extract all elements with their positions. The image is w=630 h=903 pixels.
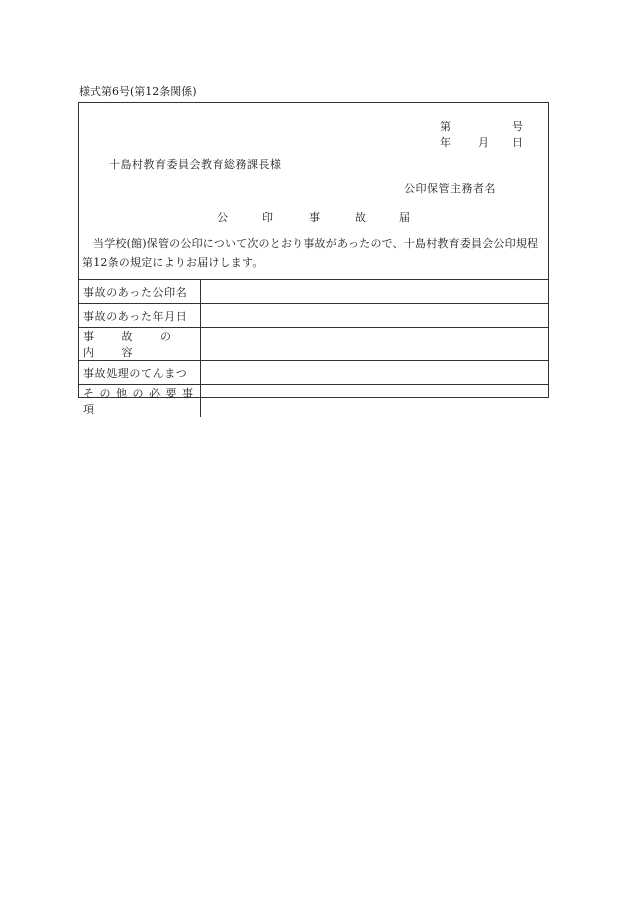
row-label-seal-name: 事故のあった公印名 <box>79 280 200 304</box>
number-suffix: 号 <box>512 120 523 133</box>
addressee: 十島村教育委員会教育総務課長様 <box>109 158 282 171</box>
table-row <box>79 328 548 361</box>
accident-report-form <box>78 102 549 416</box>
row-label-accident-details: 事 故 の 内 容 <box>79 328 200 361</box>
row-value-handling[interactable] <box>200 361 548 385</box>
number-prefix: 第 <box>440 120 451 133</box>
details-table <box>79 279 548 417</box>
form-number-label: 様式第6号(第12条関係) <box>79 85 197 98</box>
table-row <box>79 304 548 328</box>
date-year-label: 年 <box>440 136 451 149</box>
date-day-label: 日 <box>512 136 523 149</box>
table-row <box>79 385 548 418</box>
title-char: 印 <box>262 211 273 224</box>
table-row <box>79 280 548 304</box>
title-char: 届 <box>399 211 410 224</box>
table-row <box>79 361 548 385</box>
title-char: 事 <box>309 211 320 224</box>
seal-manager-name-label: 公印保管主務者名 <box>404 182 496 195</box>
date-month-label: 月 <box>478 136 489 149</box>
title-char: 公 <box>217 211 228 224</box>
row-label-handling: 事故処理のてんまつ <box>79 361 200 385</box>
row-label-other-matters: その他の必要事項 <box>79 385 200 418</box>
row-value-seal-name[interactable] <box>200 280 548 304</box>
row-value-accident-details[interactable] <box>200 328 548 361</box>
title-char: 故 <box>355 211 366 224</box>
row-value-accident-date[interactable] <box>200 304 548 328</box>
row-value-other-matters[interactable] <box>200 385 548 418</box>
report-body-text: 当学校(館)保管の公印について次のとおり事故があったので、十島村教育委員会公印規程第12条の規定によりお届けします。 <box>82 237 539 269</box>
row-label-accident-date: 事故のあった年月日 <box>79 304 200 328</box>
